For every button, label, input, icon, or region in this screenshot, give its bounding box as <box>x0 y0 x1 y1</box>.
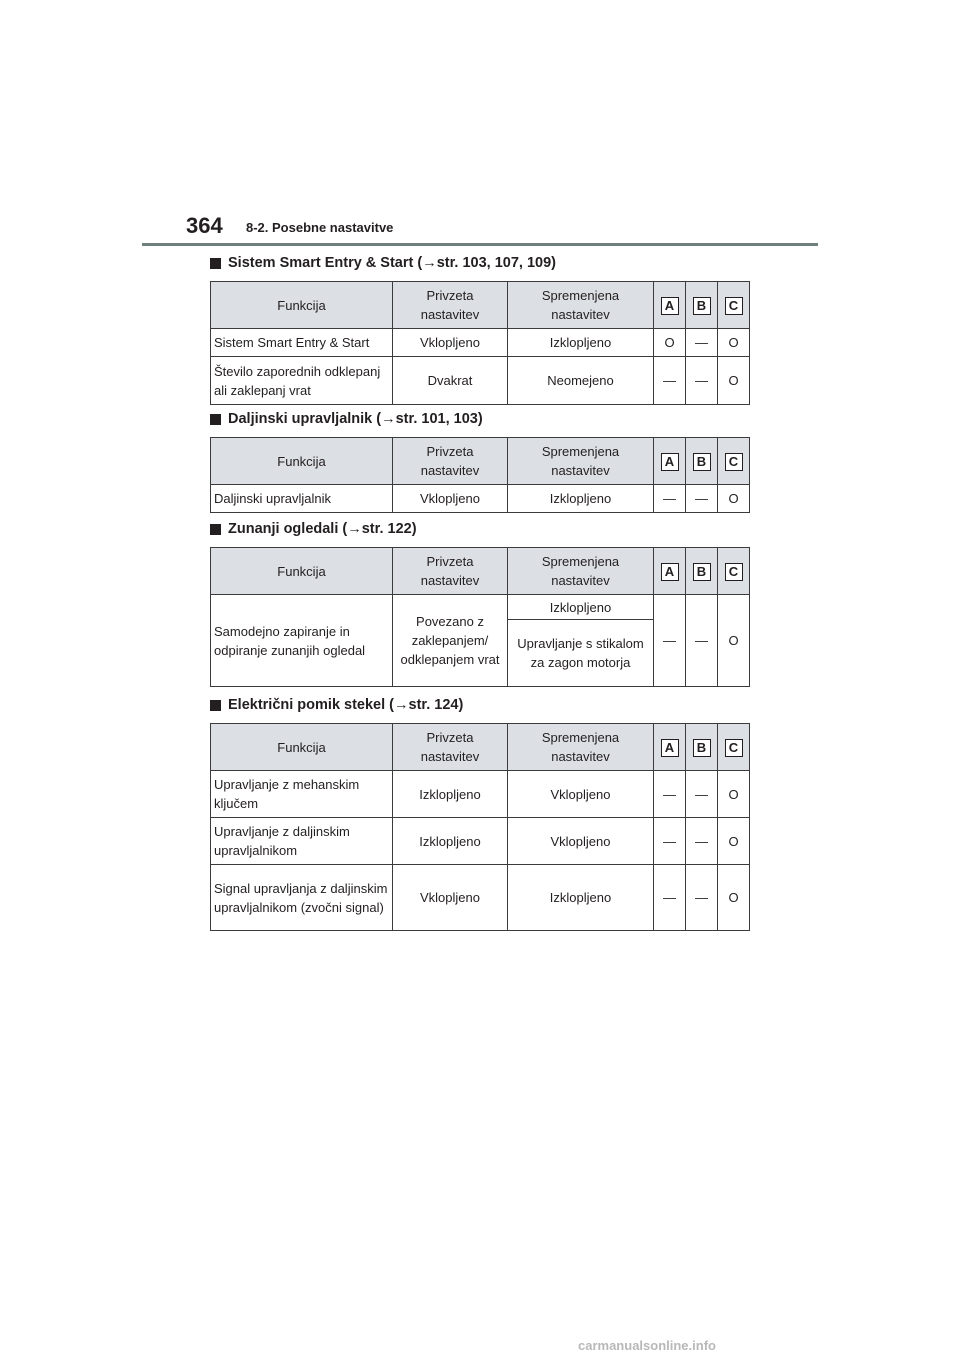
cell-function: Signal upravljanja z daljinskim upravljalnikom (zvočni signal) <box>211 865 393 931</box>
header-default: Privzeta nastavitev <box>393 438 508 485</box>
cell-customized: Vklopljeno <box>508 771 654 818</box>
square-bullet-icon <box>210 258 221 269</box>
letter-b-box: B <box>693 297 711 315</box>
section-title: Zunanji ogledali (→str. 122) <box>228 521 417 537</box>
header-default: Privzeta nastavitev <box>393 548 508 595</box>
letter-a-box: A <box>661 453 679 471</box>
cell-customized: Neomejeno <box>508 357 654 405</box>
cell-customized: Izklopljeno <box>508 865 654 931</box>
header-default: Privzeta nastavitev <box>393 724 508 771</box>
letter-c-box: C <box>725 297 743 315</box>
cell-function: Upravljanje z mehanskim ključem <box>211 771 393 818</box>
header-c <box>718 548 750 595</box>
table-row <box>211 865 750 931</box>
header-customized: Spremenjena nastavitev <box>508 438 654 485</box>
cell-a: — <box>654 818 686 865</box>
header-a <box>654 282 686 329</box>
header-default: Privzeta nastavitev <box>393 282 508 329</box>
cell-c: O <box>718 595 750 687</box>
cell-customized-1: Izklopljeno <box>508 595 654 620</box>
cell-c: O <box>718 357 750 405</box>
header-a <box>654 548 686 595</box>
cell-b: — <box>686 865 718 931</box>
header-function: Funkcija <box>211 724 393 771</box>
letter-c-box: C <box>725 739 743 757</box>
table-header-row <box>211 548 750 595</box>
cell-b: — <box>686 818 718 865</box>
table-row <box>211 485 750 513</box>
cell-default: Vklopljeno <box>393 865 508 931</box>
chapter-title: 8-2. Posebne nastavitve <box>246 220 394 235</box>
cell-a: — <box>654 771 686 818</box>
letter-a-box: A <box>661 739 679 757</box>
table-row <box>211 329 750 357</box>
letter-c-box: C <box>725 563 743 581</box>
cell-customized: Vklopljeno <box>508 818 654 865</box>
page-number: 364 <box>186 213 223 238</box>
cell-c: O <box>718 485 750 513</box>
cell-default: Vklopljeno <box>393 329 508 357</box>
letter-a-box: A <box>661 297 679 315</box>
table-row <box>211 818 750 865</box>
cell-customized: Izklopljeno <box>508 485 654 513</box>
header-a <box>654 724 686 771</box>
table-header-row <box>211 282 750 329</box>
cell-function: Sistem Smart Entry & Start <box>211 329 393 357</box>
table-header-row <box>211 724 750 771</box>
section-title: Sistem Smart Entry & Start (→str. 103, 107, 109) <box>228 255 557 271</box>
square-bullet-icon <box>210 700 221 711</box>
settings-table-remote <box>210 437 750 513</box>
header-function: Funkcija <box>211 438 393 485</box>
cell-b: — <box>686 771 718 818</box>
letter-b-box: B <box>693 563 711 581</box>
header-function: Funkcija <box>211 282 393 329</box>
table-header-row <box>211 438 750 485</box>
cell-b: — <box>686 329 718 357</box>
cell-function: Število zaporednih odklepanj ali zaklepanj vrat <box>211 357 393 405</box>
section-title: Električni pomik stekel (→str. 124) <box>228 697 464 713</box>
cell-default: Povezano z zaklepanjem/ odklepanjem vrat <box>393 595 508 687</box>
header-function: Funkcija <box>211 548 393 595</box>
cell-default: Vklopljeno <box>393 485 508 513</box>
letter-b-box: B <box>693 739 711 757</box>
table-row <box>211 771 750 818</box>
letter-c-box: C <box>725 453 743 471</box>
cell-a: — <box>654 595 686 687</box>
header-c <box>718 438 750 485</box>
cell-c: O <box>718 865 750 931</box>
settings-table-smart-entry <box>210 281 750 405</box>
cell-b: — <box>686 357 718 405</box>
header-b <box>686 724 718 771</box>
section-heading-windows <box>210 697 463 713</box>
cell-function: Upravljanje z daljinskim upravljalnikom <box>211 818 393 865</box>
header-customized: Spremenjena nastavitev <box>508 724 654 771</box>
section-heading-smart-entry <box>210 255 556 271</box>
cell-a: — <box>654 865 686 931</box>
cell-a: O <box>654 329 686 357</box>
cell-a: — <box>654 357 686 405</box>
table-row <box>211 357 750 405</box>
table-row <box>211 595 750 620</box>
settings-table-windows <box>210 723 750 931</box>
header-customized: Spremenjena nastavitev <box>508 548 654 595</box>
letter-b-box: B <box>693 453 711 471</box>
section-heading-remote <box>210 411 483 427</box>
cell-c: O <box>718 818 750 865</box>
section-heading-mirrors <box>210 521 417 537</box>
cell-function: Samodejno zapiranje in odpiranje zunanjih ogledal <box>211 595 393 687</box>
square-bullet-icon <box>210 524 221 535</box>
cell-c: O <box>718 771 750 818</box>
cell-default: Izklopljeno <box>393 818 508 865</box>
header-c <box>718 724 750 771</box>
cell-b: — <box>686 485 718 513</box>
header-a <box>654 438 686 485</box>
square-bullet-icon <box>210 414 221 425</box>
cell-default: Dvakrat <box>393 357 508 405</box>
cell-c: O <box>718 329 750 357</box>
cell-function: Daljinski upravljalnik <box>211 485 393 513</box>
cell-customized-2: Upravljanje s stikalom za zagon motorja <box>508 620 654 687</box>
header-b <box>686 282 718 329</box>
header-b <box>686 438 718 485</box>
header-rule <box>142 243 818 246</box>
settings-table-mirrors <box>210 547 750 687</box>
header-c <box>718 282 750 329</box>
cell-a: — <box>654 485 686 513</box>
cell-default: Izklopljeno <box>393 771 508 818</box>
header-customized: Spremenjena nastavitev <box>508 282 654 329</box>
cell-customized: Izklopljeno <box>508 329 654 357</box>
section-title: Daljinski upravljalnik (→str. 101, 103) <box>228 411 483 427</box>
header-b <box>686 548 718 595</box>
letter-a-box: A <box>661 563 679 581</box>
footer-watermark[interactable]: carmanualsonline.info <box>578 1338 716 1353</box>
cell-b: — <box>686 595 718 687</box>
